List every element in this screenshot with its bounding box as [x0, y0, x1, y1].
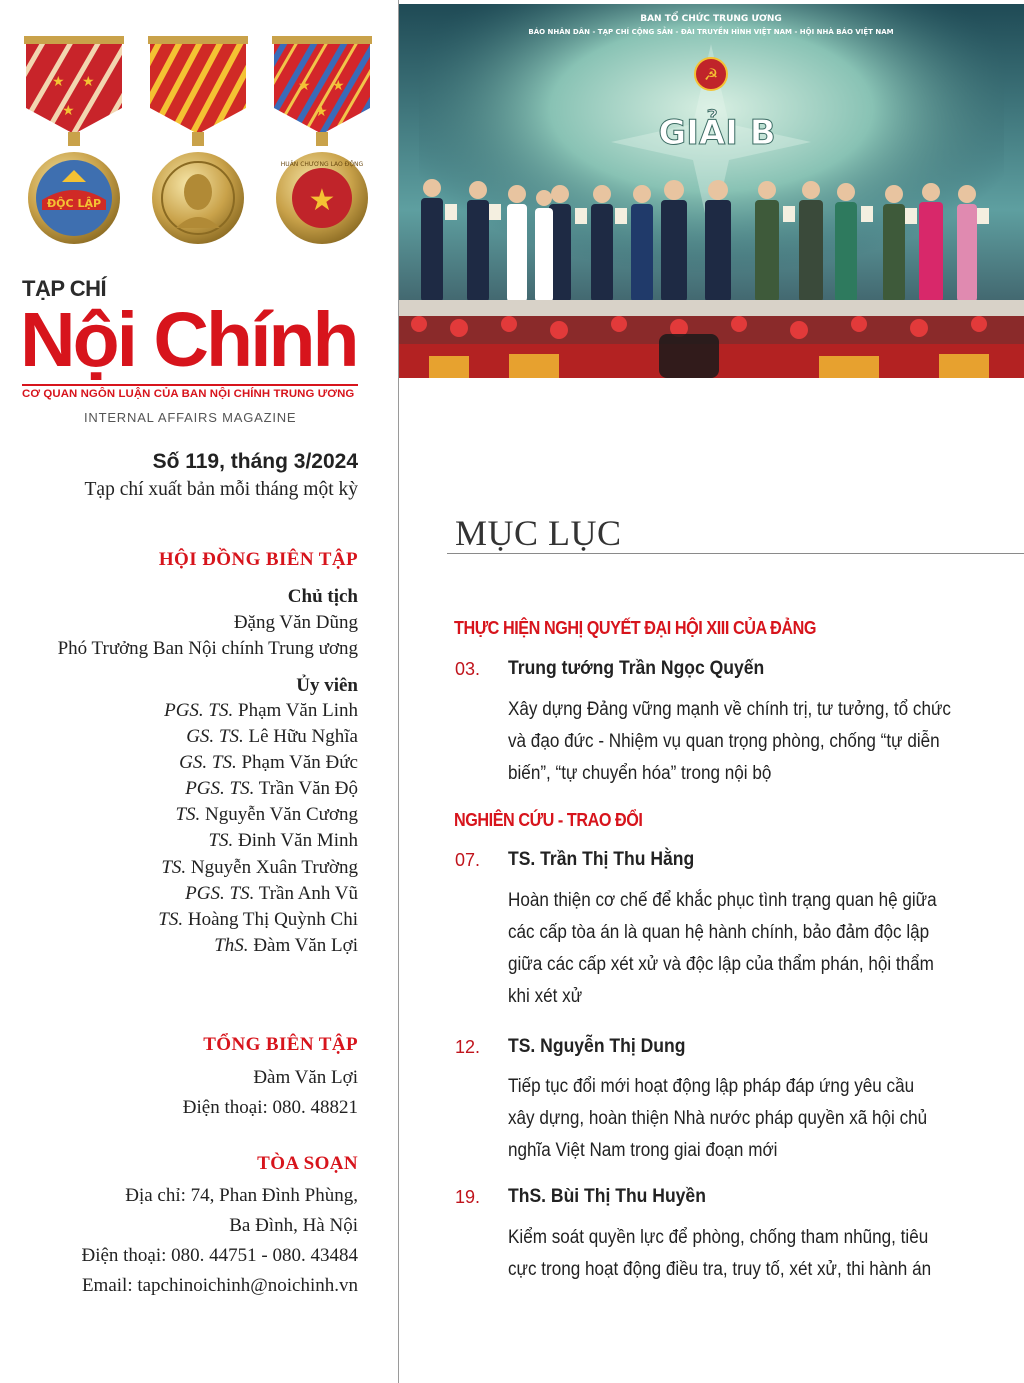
editor-name: Đàm Văn Lợi — [253, 1067, 358, 1088]
office-phone: Điện thoại: 080. 44751 - 080. 43484 — [81, 1245, 358, 1266]
board-member: GS. TS. Phạm Văn Đức — [179, 752, 358, 773]
masthead-rule — [22, 384, 358, 386]
medal-gold-portrait — [148, 36, 248, 244]
masthead-kicker: TẠP CHÍ — [22, 276, 107, 301]
toc-article-description[interactable]: Kiểm soát quyền lực để phòng, chống tham nhũng, tiêu cực trong hoạt động điều tra, truy tố, xét xử, thi hành án — [508, 1227, 932, 1280]
svg-text:★: ★ — [298, 78, 311, 94]
toc-article-author[interactable]: ThS. Bùi Thị Thu Huyền — [508, 1185, 706, 1207]
photo-banner-line2: BÁO NHÂN DÂN - TẠP CHÍ CỘNG SẢN - ĐÀI TRUYỀN HÌNH VIỆT NAM - HỘI NHÀ BÁO VIỆT NAM — [528, 28, 894, 36]
editor-phone: Điện thoại: 080. 48821 — [182, 1097, 358, 1118]
toc-article-description[interactable]: Hoàn thiện cơ chế để khắc phục tình trạng quan hệ giữa các cấp tòa án là quan hệ hành chính, bảo đảm độc lập giữa các cấp xét xử và độc lập của thẩm phán, hội thẩm khi xét xử — [508, 890, 937, 1007]
svg-text:★: ★ — [332, 78, 345, 94]
toc-article-description[interactable]: Xây dựng Đảng vững mạnh về chính trị, tư tưởng, tổ chức và đạo đức - Nhiệm vụ quan trọng phòng, chống “tự diễn biến”, “tự chuyển hóa” trong nội bộ — [508, 699, 951, 784]
board-member: PGS. TS. Trần Văn Độ — [185, 778, 358, 799]
board-member: TS. Nguyễn Xuân Trường — [161, 857, 358, 878]
board-heading: HỘI ĐỒNG BIÊN TẬP — [158, 549, 358, 570]
toc-title: MỤC LỤC — [455, 513, 622, 553]
toc-page-number: 07. — [455, 850, 481, 870]
svg-text:HUÂN CHƯƠNG LAO ĐỘNG: HUÂN CHƯƠNG LAO ĐỘNG — [280, 161, 364, 168]
office-address-line1: Địa chỉ: 74, Phan Đình Phùng, — [125, 1185, 358, 1206]
svg-text:☭: ☭ — [703, 65, 719, 84]
toc-article-author[interactable]: TS. Nguyễn Thị Dung — [508, 1035, 686, 1057]
toc-article-author[interactable]: Trung tướng Trần Ngọc Quyến — [508, 657, 765, 679]
medals-illustration — [22, 10, 374, 250]
office-email[interactable]: Email: tapchinoichinh@noichinh.vn — [81, 1275, 358, 1296]
toc-article-description[interactable]: Tiếp tục đổi mới hoạt động lập pháp đáp ứng yêu cầu xây dựng, hoàn thiện Nhà nước pháp quyền xã hội chủ nghĩa Việt Nam trong giai đoạn mới — [508, 1076, 928, 1161]
office-heading: TÒA SOẠN — [257, 1153, 358, 1174]
toc-page-number: 19. — [455, 1187, 481, 1207]
board-member: TS. Nguyễn Văn Cương — [175, 804, 358, 825]
svg-text:★: ★ — [315, 104, 328, 120]
board-member: PGS. TS. Trần Anh Vũ — [185, 883, 358, 904]
svg-text:★: ★ — [82, 74, 95, 90]
board-member: GS. TS. Lê Hữu Nghĩa — [186, 726, 358, 747]
masthead-subtitle: CƠ QUAN NGÔN LUẬN CỦA BAN NỘI CHÍNH TRUNG ƯƠNG — [22, 388, 355, 400]
toc-section-heading: NGHIÊN CỨU - TRAO ĐỔI — [454, 810, 643, 830]
office-address-line2: Ba Đình, Hà Nội — [229, 1215, 358, 1236]
toc-article-author[interactable]: TS. Trần Thị Thu Hằng — [508, 848, 695, 870]
members-label: Ủy viên — [296, 675, 358, 696]
svg-text:★: ★ — [62, 103, 75, 119]
medal-lao-dong — [272, 36, 372, 244]
photo-award-title: GIẢI B — [658, 113, 776, 153]
award-ceremony-photo — [399, 4, 1024, 378]
board-member: TS. Hoàng Thị Quỳnh Chi — [158, 909, 358, 930]
board-member: ThS. Đàm Văn Lợi — [214, 935, 358, 956]
photo-banner-line1: BAN TỔ CHỨC TRUNG ƯƠNG — [640, 14, 782, 24]
left-column — [0, 0, 398, 1383]
svg-text:ĐỘC LẬP: ĐỘC LẬP — [46, 197, 102, 210]
toc-page-number: 03. — [455, 659, 481, 679]
chair-title: Phó Trưởng Ban Nội chính Trung ương — [57, 638, 358, 659]
chair-label: Chủ tịch — [287, 586, 358, 607]
masthead-english: INTERNAL AFFAIRS MAGAZINE — [84, 410, 297, 425]
editor-heading: TỔNG BIÊN TẬP — [203, 1034, 358, 1055]
board-member: TS. Đinh Văn Minh — [208, 830, 358, 851]
toc-page-number: 12. — [455, 1037, 481, 1057]
board-member: PGS. TS. Phạm Văn Linh — [164, 700, 358, 721]
svg-text:★: ★ — [308, 183, 336, 218]
toc-rule — [447, 553, 1024, 554]
issue-number: Số 119, tháng 3/2024 — [152, 450, 358, 473]
svg-text:★: ★ — [52, 74, 65, 90]
medal-doc-lap — [24, 36, 124, 244]
publication-frequency: Tạp chí xuất bản mỗi tháng một kỳ — [84, 479, 358, 500]
toc-section-heading: THỰC HIỆN NGHỊ QUYẾT ĐẠI HỘI XIII CỦA ĐẢNG — [454, 618, 817, 638]
chair-name: Đặng Văn Dũng — [233, 612, 358, 633]
masthead-title: Nội Chính — [20, 297, 357, 383]
